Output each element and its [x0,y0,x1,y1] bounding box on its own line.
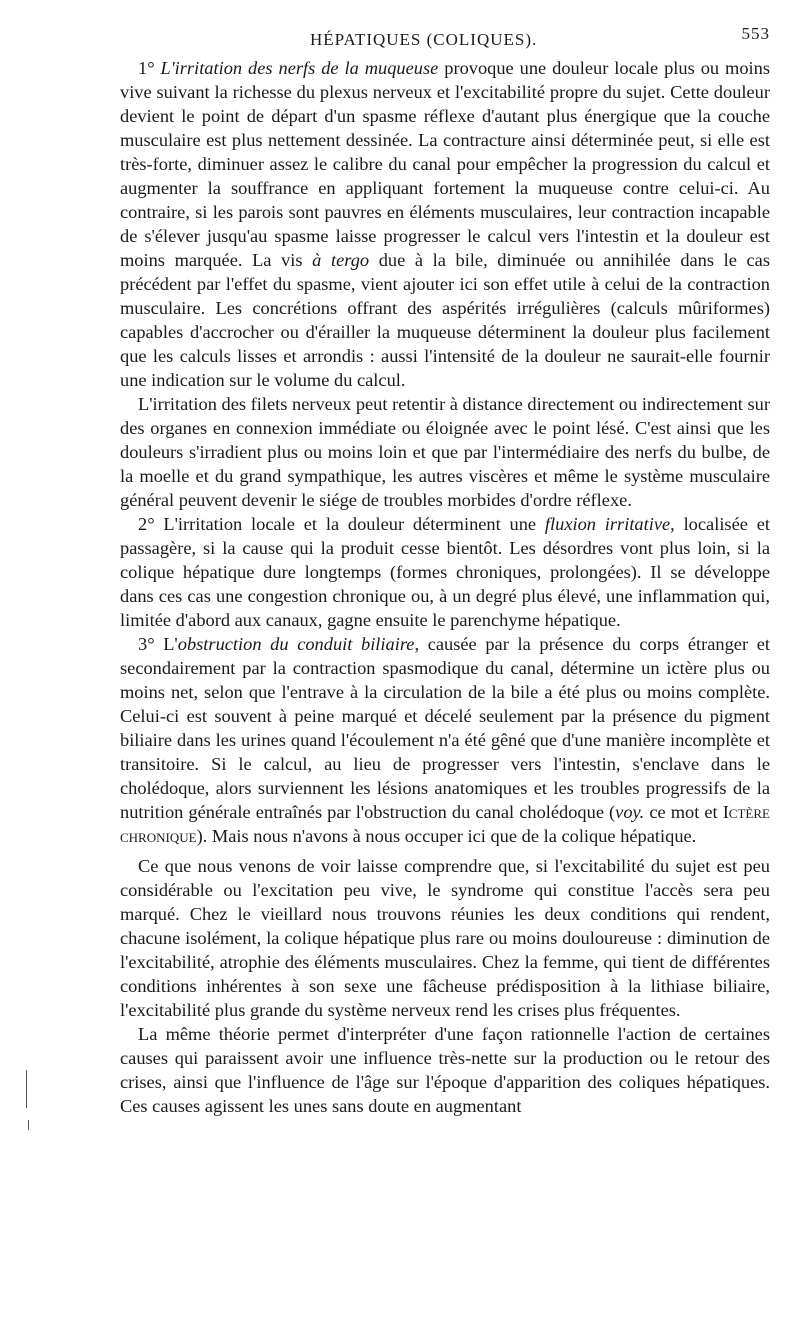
paragraph-3 [120,512,770,632]
paragraph-4-text: , causée par la présence du corps étranger et secondairement par la contraction spasmodique du canal, détermine un ictère plus ou moins net, selon que l'entrave à la circulation de la bile a été plus ou moins complète. Celui-ci est souvent à peine marqué et décelé seulement par la présence du pigment biliaire dans les urines quand l'écoulement n'a été gêné que d'une manière incomplète et transitoire. Si le calcul, au lieu de progresser vers l'intestin, s'enclave dans le cholédoque, alors surviennent les lésions anatomiques et les troubles progressifs de la nutrition générale entraînés par l'obstruction du canal cholédoque ( [120,634,770,822]
paragraph-1-text-2: due à la bile, diminuée ou annihilée dans le cas précédent par l'effet du spasme, vient ajouter ici son effet utile à celui de la contraction musculaire. Les concrétions offrant des aspérités irrégulières (calculs mûriformes) capables d'accrocher ou d'érailler la muqueuse déterminent la douleur plus facilement que les calculs lisses et arrondis : aussi l'intensité de la douleur ne saurait-elle fournir une indication sur le volume du calcul. [120,250,770,390]
paragraph-4 [120,632,770,848]
paragraph-2 [120,392,770,512]
paragraph-4-lead: 3° L' [138,634,178,654]
paragraph-5-text: Ce que nous venons de voir laisse comprendre que, si l'excitabilité du sujet est peu considérable ou l'excitation peu vive, le syndrome qui constitue l'accès sera peu marqué. Chez le vieillard nous trouvons réunies les deux conditions qui rendent, chacune isolément, la colique hépatique plus rare ou moins douloureuse : diminution de l'excitabilité, atrophie des éléments musculaires. Chez la femme, qui tient de différentes conditions inhérentes à son sexe une fâcheuse prédisposition à la lithiase biliaire, l'excitabilité plus grande du système nerveux rend les crises plus fréquentes. [120,856,770,1020]
paragraph-4-smallcaps: Ictère chronique [120,802,770,846]
paragraph-3-emphasis: fluxion irritative [544,514,671,534]
header-title: HÉPATIQUES (COLIQUES). [310,30,538,49]
paragraph-4-emphasis: obstruction du conduit biliaire [177,634,415,654]
paragraph-6-text: La même théorie permet d'interpréter d'une façon rationnelle l'action de certaines causes qui paraissent avoir une influence très-nette sur la production ou le retour des crises, ainsi que l'influence de l'âge sur l'époque d'apparition des coliques hépatiques. Ces causes agissent les unes sans doute en augmentant [120,1024,770,1116]
paragraph-4-emphasis-2: voy. [615,802,645,822]
paragraph-1-text: provoque une douleur locale plus ou moins vive suivant la richesse du plexus nerveux et l'excitabilité propre du sujet. Cette douleur devient le point de départ d'un spasme réflexe d'autant plus énergique que la couche musculaire est plus nettement dessinée. La contracture ainsi déterminée peut, si elle est très-forte, diminuer assez le calibre du canal pour empêcher la progression du calcul et augmenter la souffrance en appliquant fortement la muqueuse contre celui-ci. Au contraire, si les parois sont pauvres en éléments musculaires, leur contraction incapable de s'élever jusqu'au spasme laisse progresser le calcul vers l'intestin et la douleur est moins marquée. La vis [120,58,770,270]
paragraph-6 [120,1022,770,1118]
running-header [120,22,770,52]
paragraph-3-text: , localisée et passagère, si la cause qui la produit cesse bientôt. Les désordres vont plus loin, si la colique hépatique dure longtemps (formes chroniques, prolongées). Il se développe dans ces cas une congestion chronique ou, à un degré plus élevé, une inflammation qui, limitée d'abord aux canaux, gagne ensuite le parenchyme hépatique. [120,514,770,630]
paragraph-1-emphasis: L'irritation des nerfs de la muqueuse [160,58,439,78]
paragraph-5 [120,854,770,1022]
margin-mark-2 [28,1120,29,1130]
book-page [120,22,770,1118]
paragraph-1-emphasis-2: à tergo [312,250,370,270]
paragraph-4-text-2: ce mot et [644,802,723,822]
paragraph-2-text: L'irritation des filets nerveux peut retentir à distance directement ou indirectement sur des organes en connexion immédiate ou éloignée avec le point lésé. C'est ainsi que les douleurs s'irradient plus ou moins loin et que par l'intermédiaire des nerfs du bulbe, de la moelle et du grand sympathique, les autres viscères et même le système musculaire général peuvent devenir le siége de troubles morbides d'ordre réflexe. [120,394,770,510]
paragraph-4-text-3: ). Mais nous n'avons à nous occuper ici que de la colique hépatique. [196,826,697,846]
margin-mark-1 [26,1070,27,1108]
page-number: 553 [741,24,770,43]
paragraph-3-lead: 2° L'irritation locale et la douleur déterminent une [138,514,545,534]
paragraph-1 [120,56,770,392]
paragraph-1-lead: 1° [138,58,161,78]
